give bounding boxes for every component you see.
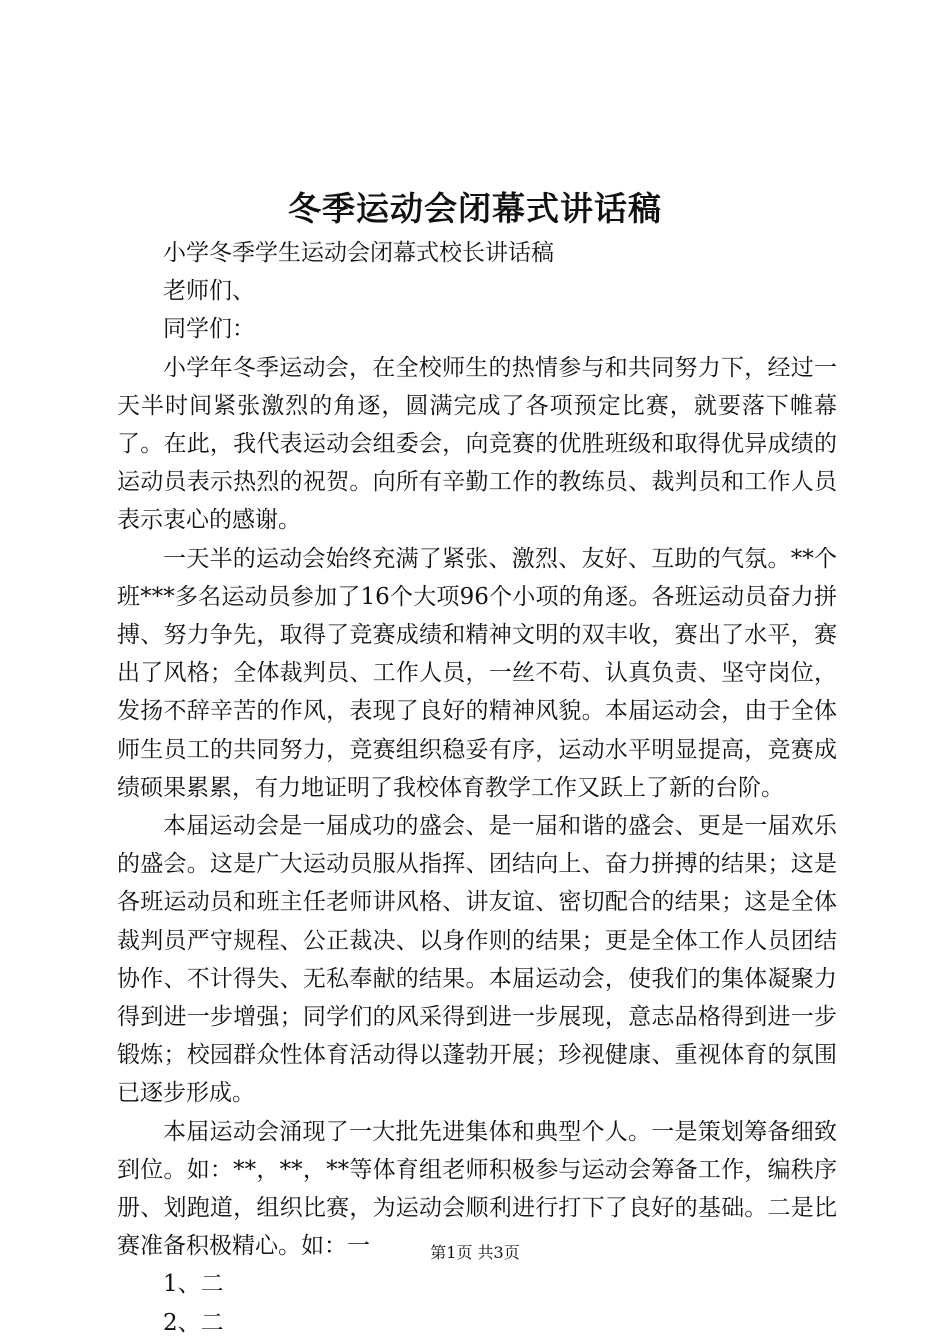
body-paragraph-3: 本届运动会是一届成功的盛会、是一届和谐的盛会、更是一届欢乐的盛会。这是广大运动员服从指挥、团结向上、奋力拼搏的结果；这是各班运动员和班主任老师讲风格、讲友谊、密切配合的结果；这是全体裁判员严守规程、公正裁决、以身作则的结果；更是全体工作人员团结协作、不计得失、无私奉献的结果。本届运动会，使我们的集体凝聚力得到进一步增强；同学们的风采得到进一步展现，意志品格得到进一步锻炼；校园群众性体育活动得以蓬勃开展；珍视健康、重视体育的氛围已逐步形成。 [117,813,837,1107]
body-paragraph-2: 一天半的运动会始终充满了紧张、激烈、友好、互助的气氛。**个班***多名运动员参加了16个大项96个小项的角逐。各班运动员奋力拼搏、努力争先，取得了竞赛成绩和精神文明的双丰收，赛出了水平，赛出了风格；全体裁判员、工作人员，一丝不苟、认真负责、坚守岗位，发扬不辞辛苦的作风，表现了良好的精神风貌。本届运动会，由于全体师生员工的共同努力，竞赛组织稳妥有序，运动水平明显提高，竞赛成绩硕果累累，有力地证明了我校体育教学工作又跃上了新的台阶。 [117,545,837,801]
subtitle-paragraph: 小学冬季学生运动会闭幕式校长讲话稿 [163,240,554,266]
document-title: 冬季运动会闭幕式讲话稿 [288,189,662,228]
document-body [117,234,837,1342]
body-paragraph-4: 本届运动会涌现了一大批先进集体和典型个人。一是策划筹备细致到位。如：**，**，**等体育组老师积极参与运动会筹备工作，编秩序册、划跑道，组织比赛，为运动会顺利进行打下了良好的基础。二是比赛准备积极精心。如：一 [117,1118,837,1260]
page-number-footer: 第1页 共3页 [430,1243,520,1262]
list-item-2: 2、二 [163,1309,224,1336]
list-item-1: 1、二 [163,1271,224,1298]
salutation-students: 同学们： [163,316,255,343]
salutation-teachers: 老师们、 [163,278,255,305]
body-paragraph-1: 小学年冬季运动会，在全校师生的热情参与和共同努力下，经过一天半时间紧张激烈的角逐，圆满完成了各项预定比赛，就要落下帷幕了。在此，我代表运动会组委会，向竞赛的优胜班级和取得优异成绩的运动员表示热烈的祝贺。向所有辛勤工作的教练员、裁判员和工作人员表示衷心的感谢。 [117,354,837,534]
